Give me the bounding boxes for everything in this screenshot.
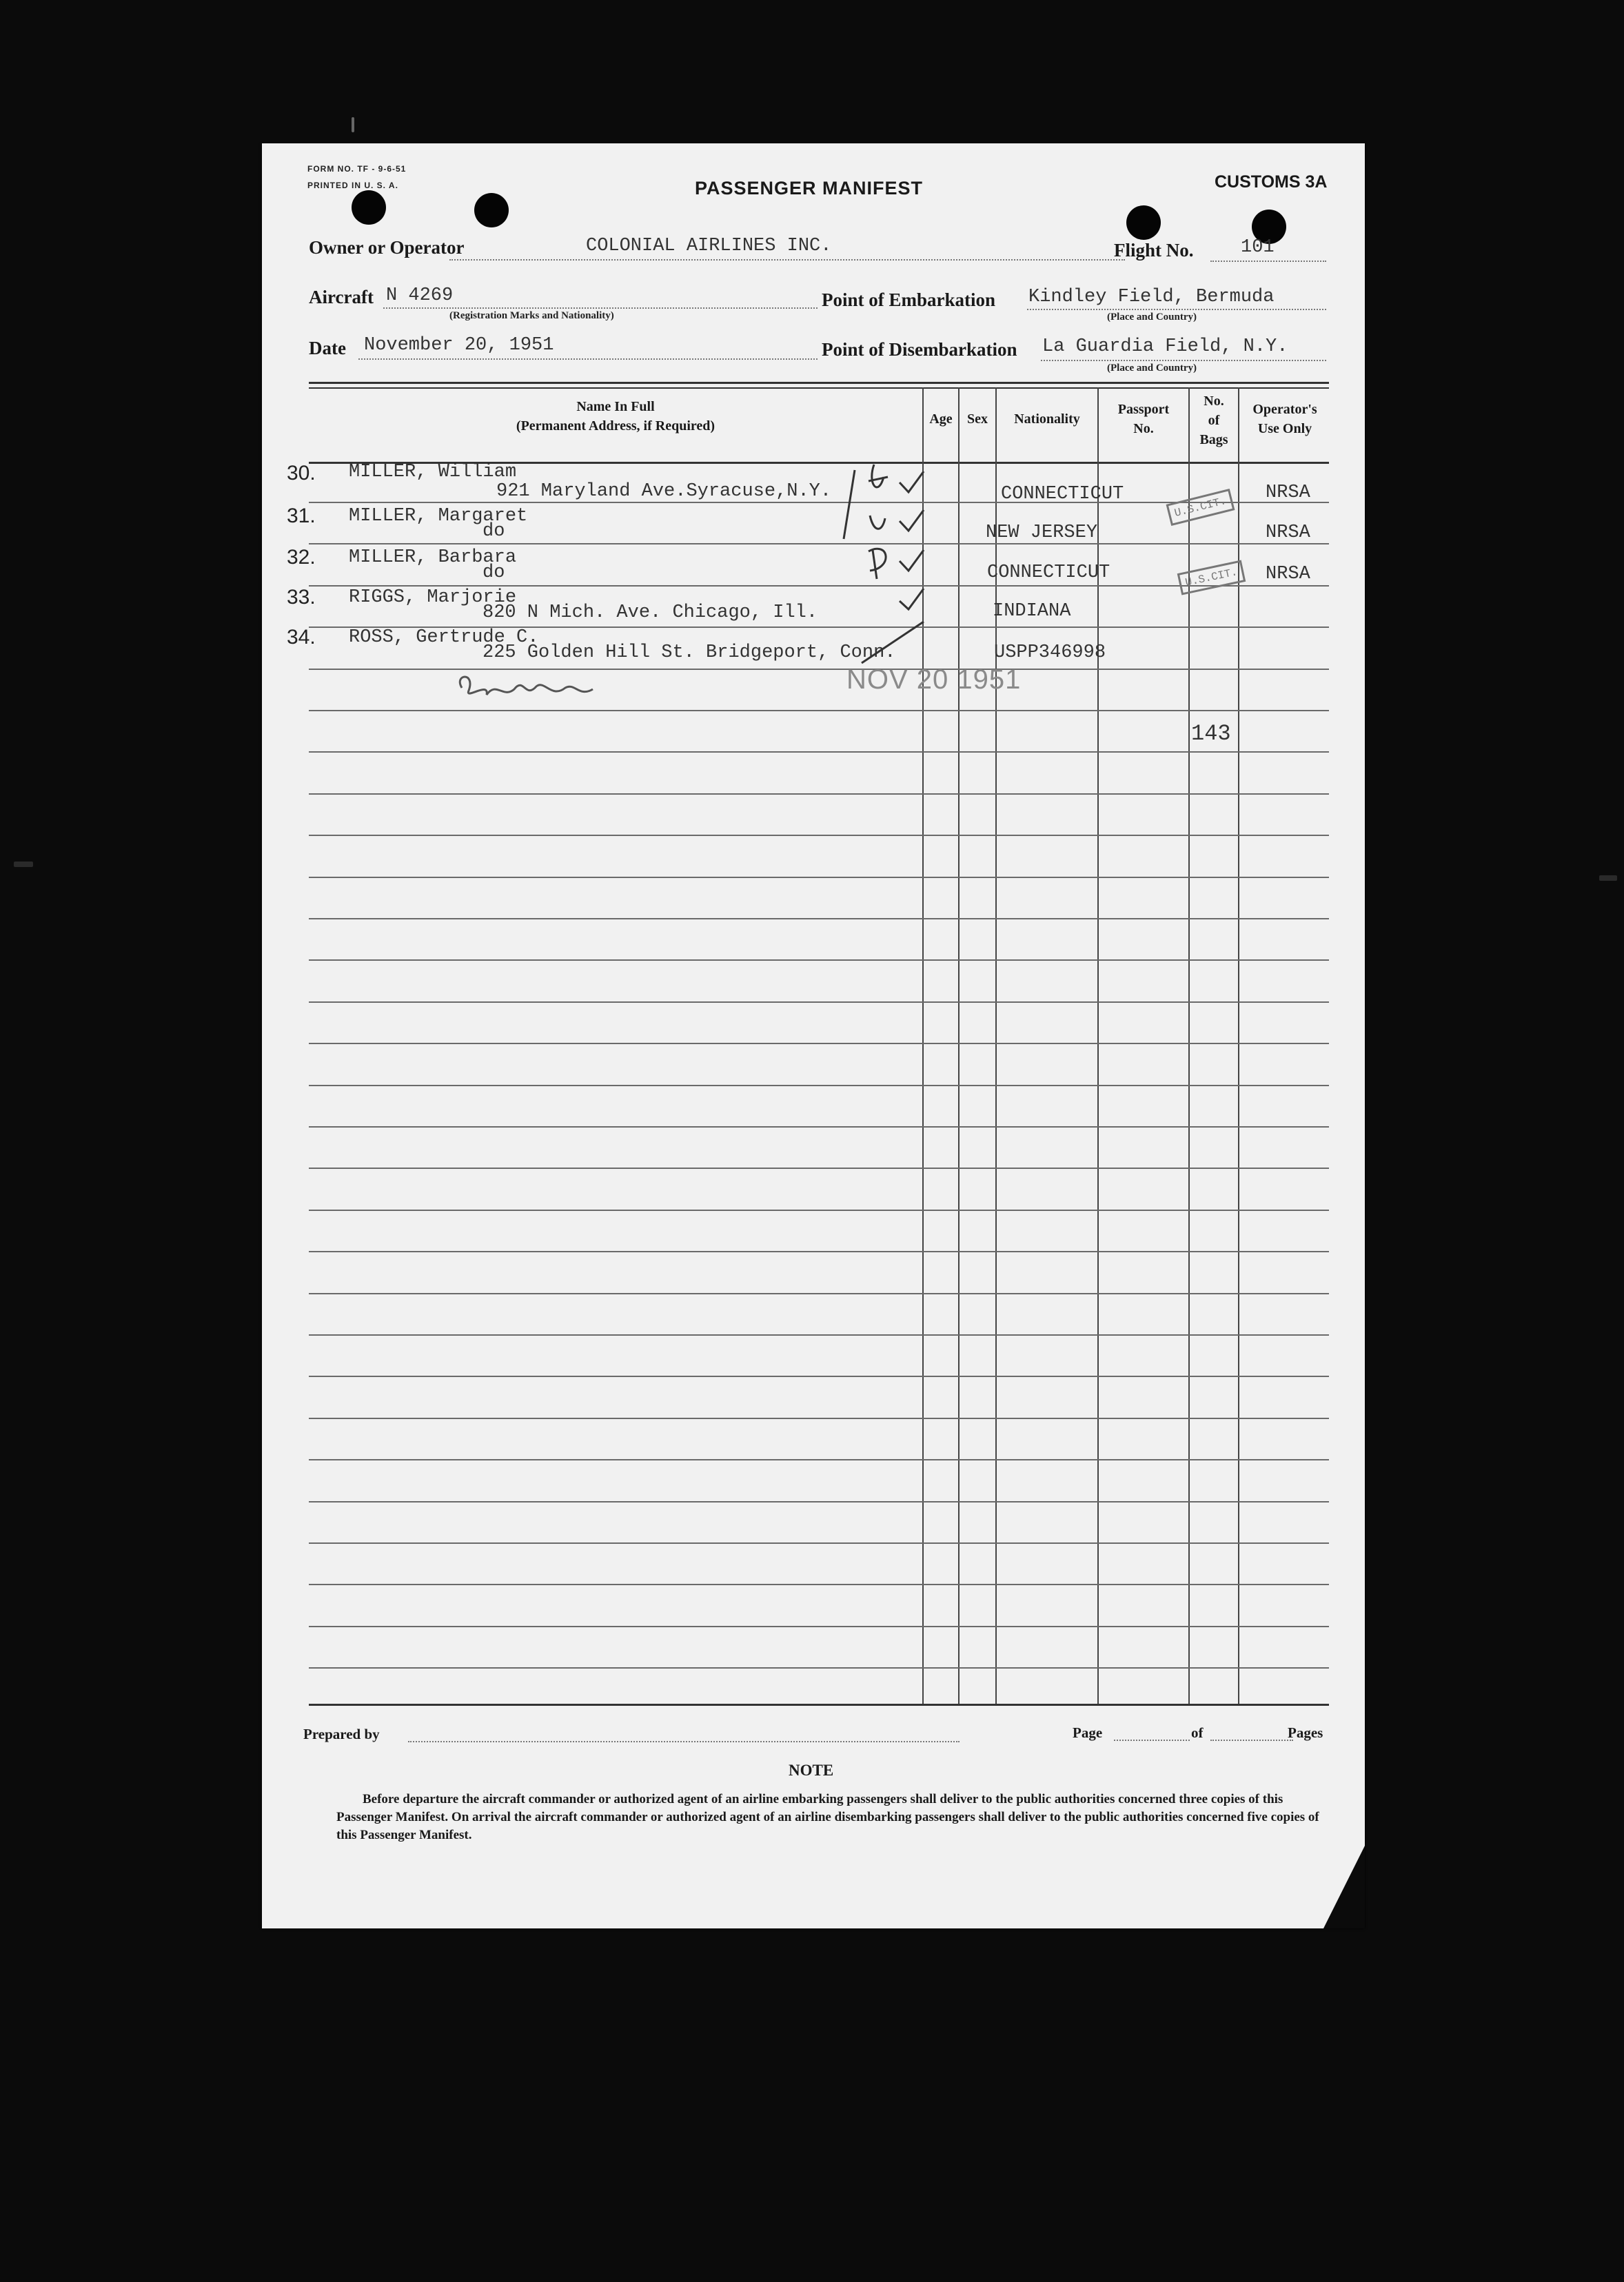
col-header-sex: Sex: [967, 411, 988, 427]
col-header-passport: Passport No.: [1117, 402, 1170, 436]
aircraft-sub: (Registration Marks and Nationality): [449, 310, 614, 321]
note-title: NOTE: [789, 1762, 834, 1779]
operator-use: NRSA: [1266, 564, 1310, 584]
passenger-name: MILLER, Barbara: [349, 547, 517, 568]
page-title: PASSENGER MANIFEST: [695, 178, 924, 198]
table-bottom-rule: [309, 1704, 1329, 1706]
date-value: November 20, 1951: [364, 335, 554, 356]
row-number: 34.: [287, 626, 316, 649]
citizenship-stamp: U.S.CIT.: [1166, 489, 1235, 526]
col-header-name: Name In Full (Permanent Address, if Required): [516, 399, 715, 434]
passenger-address: do: [483, 521, 505, 542]
operator-use: NRSA: [1266, 522, 1310, 543]
passenger-name: MILLER, Margaret: [349, 506, 528, 527]
passenger-nationality: CONNECTICUT: [987, 562, 1110, 583]
ruled-line: [309, 1126, 1329, 1128]
punch-hole: [1126, 205, 1161, 240]
ruled-line: [309, 1542, 1329, 1544]
aircraft-value: N 4269: [386, 285, 454, 306]
ruled-line: [309, 877, 1329, 878]
ruled-line: [309, 835, 1329, 836]
ruled-line: [309, 543, 1329, 544]
citizenship-stamp: U.S.CIT.: [1177, 560, 1246, 595]
ruled-line: [309, 1501, 1329, 1502]
flight-label: Flight No.: [1114, 240, 1194, 261]
date-stamp: NOV 20 1951: [846, 664, 1022, 695]
ruled-line: [309, 1251, 1329, 1252]
ruled-line: [309, 1626, 1329, 1627]
prepared-by-label: Prepared by: [303, 1726, 380, 1742]
ruled-line: [309, 1418, 1329, 1419]
ruled-line: [309, 1376, 1329, 1377]
ruled-line: [309, 1334, 1329, 1336]
ruled-line: [309, 1168, 1329, 1169]
col-header-bags: No. of Bags: [1199, 394, 1228, 447]
punch-hole: [352, 190, 386, 225]
count-annotation: 143: [1191, 721, 1231, 746]
col-header-operator: Operator's Use Only: [1252, 402, 1317, 436]
aircraft-label: Aircraft: [309, 287, 374, 307]
ruled-line: [309, 585, 1329, 587]
operator-use: NRSA: [1266, 482, 1310, 503]
row-number: 30.: [287, 462, 316, 485]
passenger-nationality: NEW JERSEY: [986, 522, 1098, 543]
passenger-address: 820 N Mich. Ave. Chicago, Ill.: [483, 602, 818, 623]
pages-label: Pages: [1288, 1724, 1323, 1741]
table-top-rule: [309, 382, 1329, 384]
row-number: 31.: [287, 505, 316, 527]
ruled-line: [309, 1293, 1329, 1294]
passenger-nationality: INDIANA: [993, 601, 1071, 622]
owner-label: Owner or Operator: [309, 237, 465, 258]
passenger-address: 225 Golden Hill St. Bridgeport, Conn.: [483, 642, 896, 663]
embarkation-sub: (Place and Country): [1107, 312, 1197, 323]
note-text: Before departure the aircraft commander or authorized agent of an airline embarking passengers shall deliver to the public authorities concerned three copies of this Passenger Manifest. On arrival the aircraft commander or authorized agent of an airline disembarking passengers shall deliver to the public authorities concerned five copies of this Passenger Manifest.: [336, 1792, 1319, 1842]
passenger-address: 921 Maryland Ave.Syracuse,N.Y.: [496, 481, 832, 502]
ruled-line: [309, 1085, 1329, 1086]
handwritten-signature: [448, 667, 648, 709]
ruled-line: [309, 751, 1329, 753]
torn-corner: [1323, 1846, 1365, 1928]
passenger-name: MILLER, William: [349, 462, 517, 482]
of-label: of: [1191, 1724, 1204, 1741]
page-label: Page: [1073, 1724, 1103, 1741]
col-header-nationality: Nationality: [1014, 411, 1080, 427]
passenger-name: ROSS, Gertrude C.: [349, 627, 539, 648]
ruled-line: [309, 1001, 1329, 1003]
manifest-sheet: [262, 143, 1365, 1928]
customs-label: CUSTOMS 3A: [1215, 172, 1328, 192]
row-number: 32.: [287, 546, 316, 569]
disembarkation-sub: (Place and Country): [1107, 363, 1197, 374]
embarkation-value: Kindley Field, Bermuda: [1028, 287, 1275, 307]
passenger-address: do: [483, 562, 505, 583]
flight-value: 101: [1241, 237, 1275, 258]
form-number: FORM NO. TF - 9-6-51: [307, 164, 407, 174]
passenger-passport: USPP346998: [994, 642, 1106, 663]
passenger-nationality: CONNECTICUT: [1001, 484, 1124, 505]
ruled-line: [309, 793, 1329, 795]
ruled-line: [309, 959, 1329, 961]
row-number: 33.: [287, 586, 316, 609]
ruled-line: [309, 1584, 1329, 1585]
disembarkation-value: La Guardia Field, N.Y.: [1042, 336, 1288, 357]
embarkation-label: Point of Embarkation: [822, 289, 996, 310]
film-speck: [14, 862, 33, 867]
handwritten-checkmarks: [834, 456, 972, 684]
punch-hole: [474, 193, 509, 227]
film-speck: [352, 117, 354, 132]
date-label: Date: [309, 338, 346, 358]
ruled-line: [309, 918, 1329, 919]
ruled-line: [309, 1667, 1329, 1669]
ruled-line: [309, 1043, 1329, 1044]
printed-note: PRINTED IN U. S. A.: [307, 181, 398, 190]
ruled-line: [309, 1459, 1329, 1460]
col-header-age: Age: [929, 411, 953, 427]
owner-value: COLONIAL AIRLINES INC.: [586, 236, 832, 256]
passenger-name: RIGGS, Marjorie: [349, 587, 517, 608]
ruled-line: [309, 1210, 1329, 1211]
film-speck: [1599, 875, 1617, 881]
ruled-line: [309, 710, 1329, 711]
disembarkation-label: Point of Disembarkation: [822, 339, 1017, 360]
